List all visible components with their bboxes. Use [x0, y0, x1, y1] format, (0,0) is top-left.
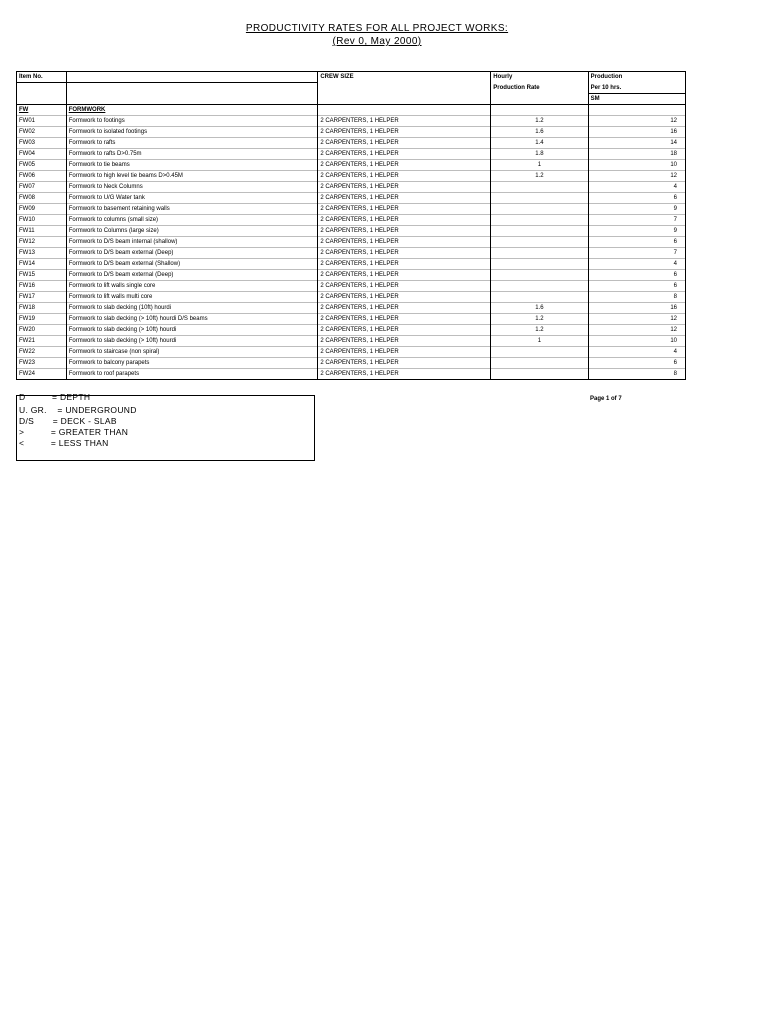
item-description: Formwork to U/G Water tank: [66, 192, 318, 203]
table-row: [17, 258, 686, 269]
table-row: [17, 137, 686, 148]
table-row: [17, 368, 686, 379]
item-description: Formwork to lift walls single core: [66, 280, 318, 291]
table-row: [17, 247, 686, 258]
productivity-table: [16, 71, 686, 380]
hourly-rate: 1.2: [491, 115, 588, 126]
crew-size: 2 CARPENTERS, 1 HELPER: [318, 115, 491, 126]
crew-size: 2 CARPENTERS, 1 HELPER: [318, 148, 491, 159]
item-code: FW12: [17, 236, 67, 247]
legend-less-than: < = LESS THAN: [19, 438, 109, 448]
production-per-10-hrs: 12: [588, 115, 685, 126]
production-per-10-hrs: 9: [588, 203, 685, 214]
production-per-10-hrs: 14: [588, 137, 685, 148]
hourly-rate: [491, 225, 588, 236]
item-description: Formwork to high level tie beams D>0.45M: [66, 170, 318, 181]
section-row: [17, 104, 686, 115]
item-description: Formwork to D/S beam internal (shallow): [66, 236, 318, 247]
production-per-10-hrs: 10: [588, 335, 685, 346]
header-unit: SM: [588, 93, 685, 104]
item-code: FW19: [17, 313, 67, 324]
table-row: [17, 335, 686, 346]
item-description: Formwork to slab decking (> 10ft) hourdi: [66, 335, 318, 346]
table-row: [17, 126, 686, 137]
item-description: Formwork to tie beams: [66, 159, 318, 170]
section-name: FORMWORK: [66, 104, 318, 115]
item-description: Formwork to rafts D>0.75m: [66, 148, 318, 159]
production-per-10-hrs: 18: [588, 148, 685, 159]
hourly-rate: [491, 346, 588, 357]
crew-size: 2 CARPENTERS, 1 HELPER: [318, 324, 491, 335]
hourly-rate: [491, 203, 588, 214]
production-per-10-hrs: 10: [588, 159, 685, 170]
hourly-rate: 1.2: [491, 324, 588, 335]
hourly-rate: [491, 280, 588, 291]
crew-size: 2 CARPENTERS, 1 HELPER: [318, 214, 491, 225]
crew-size: 2 CARPENTERS, 1 HELPER: [318, 225, 491, 236]
production-per-10-hrs: 12: [588, 313, 685, 324]
crew-size: 2 CARPENTERS, 1 HELPER: [318, 269, 491, 280]
table-row: [17, 225, 686, 236]
hourly-rate: 1.2: [491, 313, 588, 324]
item-description: Formwork to isolated footings: [66, 126, 318, 137]
item-code: FW13: [17, 247, 67, 258]
hourly-rate: [491, 368, 588, 379]
table-row: [17, 214, 686, 225]
table-row: [17, 192, 686, 203]
legend-underground: U. GR. = UNDERGROUND: [19, 405, 137, 415]
hourly-rate: 1.6: [491, 302, 588, 313]
hourly-rate: [491, 236, 588, 247]
table-row: [17, 357, 686, 368]
item-description: Formwork to Neck Columns: [66, 181, 318, 192]
production-per-10-hrs: 9: [588, 225, 685, 236]
item-code: FW08: [17, 192, 67, 203]
section-code: FW: [17, 104, 67, 115]
table-row: [17, 291, 686, 302]
item-description: Formwork to D/S beam external (Shallow): [66, 258, 318, 269]
document-title: PRODUCTIVITY RATES FOR ALL PROJECT WORKS:: [245, 23, 509, 34]
table-row: [17, 203, 686, 214]
hourly-rate: [491, 181, 588, 192]
document-revision: (Rev 0, May 2000): [332, 36, 422, 47]
item-code: FW21: [17, 335, 67, 346]
production-per-10-hrs: 7: [588, 247, 685, 258]
hourly-rate: [491, 214, 588, 225]
hourly-rate: [491, 258, 588, 269]
item-code: FW18: [17, 302, 67, 313]
hourly-rate: [491, 247, 588, 258]
crew-size: 2 CARPENTERS, 1 HELPER: [318, 280, 491, 291]
item-code: FW06: [17, 170, 67, 181]
abbreviation-legend: [16, 392, 315, 461]
header-description: [66, 72, 318, 83]
item-code: FW16: [17, 280, 67, 291]
item-description: Formwork to slab decking (> 10ft) hourdi D/S beams: [66, 313, 318, 324]
production-per-10-hrs: 4: [588, 346, 685, 357]
item-code: FW15: [17, 269, 67, 280]
hourly-rate: 1.8: [491, 148, 588, 159]
production-per-10-hrs: 6: [588, 236, 685, 247]
item-code: FW10: [17, 214, 67, 225]
table-row: [17, 181, 686, 192]
crew-size: 2 CARPENTERS, 1 HELPER: [318, 302, 491, 313]
production-per-10-hrs: 6: [588, 192, 685, 203]
production-per-10-hrs: 8: [588, 291, 685, 302]
item-description: Formwork to slab decking (10ft) hourdi: [66, 302, 318, 313]
item-code: FW22: [17, 346, 67, 357]
item-code: FW05: [17, 159, 67, 170]
production-per-10-hrs: 16: [588, 126, 685, 137]
header-row-3: [17, 93, 686, 104]
crew-size: 2 CARPENTERS, 1 HELPER: [318, 258, 491, 269]
item-description: Formwork to basement retaining walls: [66, 203, 318, 214]
item-code: FW20: [17, 324, 67, 335]
table-row: [17, 159, 686, 170]
item-description: Formwork to slab decking (> 10ft) hourdi: [66, 324, 318, 335]
legend-deck-slab: D/S = DECK - SLAB: [19, 416, 117, 426]
item-code: FW03: [17, 137, 67, 148]
header-item-no: Item No.: [17, 72, 67, 83]
table-row: [17, 346, 686, 357]
production-per-10-hrs: 4: [588, 181, 685, 192]
production-per-10-hrs: 12: [588, 170, 685, 181]
hourly-rate: 1.6: [491, 126, 588, 137]
item-description: Formwork to D/S beam external (Deep): [66, 269, 318, 280]
table-row: [17, 236, 686, 247]
item-description: Formwork to columns (small size): [66, 214, 318, 225]
crew-size: 2 CARPENTERS, 1 HELPER: [318, 357, 491, 368]
hourly-rate: 1.4: [491, 137, 588, 148]
hourly-rate: [491, 291, 588, 302]
table-row: [17, 115, 686, 126]
header-production: Production: [588, 72, 685, 83]
crew-size: 2 CARPENTERS, 1 HELPER: [318, 170, 491, 181]
table-row: [17, 324, 686, 335]
item-code: FW01: [17, 115, 67, 126]
hourly-rate: [491, 357, 588, 368]
crew-size: 2 CARPENTERS, 1 HELPER: [318, 159, 491, 170]
hourly-rate: 1: [491, 335, 588, 346]
crew-size: 2 CARPENTERS, 1 HELPER: [318, 247, 491, 258]
production-per-10-hrs: 8: [588, 368, 685, 379]
item-description: Formwork to balcony parapets: [66, 357, 318, 368]
header-per-10-hrs: Per 10 hrs.: [588, 83, 685, 94]
crew-size: 2 CARPENTERS, 1 HELPER: [318, 335, 491, 346]
item-description: Formwork to D/S beam external (Deep): [66, 247, 318, 258]
item-code: FW17: [17, 291, 67, 302]
item-code: FW11: [17, 225, 67, 236]
crew-size: 2 CARPENTERS, 1 HELPER: [318, 368, 491, 379]
production-per-10-hrs: 7: [588, 214, 685, 225]
header-production-rate: Production Rate: [491, 83, 588, 94]
header-row-2: [17, 83, 686, 94]
hourly-rate: [491, 269, 588, 280]
item-description: Formwork to staircase (non spiral): [66, 346, 318, 357]
production-per-10-hrs: 6: [588, 280, 685, 291]
table-row: [17, 148, 686, 159]
item-description: Formwork to footings: [66, 115, 318, 126]
production-per-10-hrs: 16: [588, 302, 685, 313]
item-code: FW09: [17, 203, 67, 214]
crew-size: 2 CARPENTERS, 1 HELPER: [318, 346, 491, 357]
legend-depth: D = DEPTH: [19, 392, 91, 402]
item-description: Formwork to Columns (large size): [66, 225, 318, 236]
crew-size: 2 CARPENTERS, 1 HELPER: [318, 203, 491, 214]
crew-size: 2 CARPENTERS, 1 HELPER: [318, 137, 491, 148]
crew-size: 2 CARPENTERS, 1 HELPER: [318, 192, 491, 203]
page-number: Page 1 of 7: [590, 396, 622, 402]
item-description: Formwork to roof parapets: [66, 368, 318, 379]
item-code: FW14: [17, 258, 67, 269]
crew-size: 2 CARPENTERS, 1 HELPER: [318, 126, 491, 137]
item-code: FW07: [17, 181, 67, 192]
item-code: FW24: [17, 368, 67, 379]
table-row: [17, 302, 686, 313]
item-code: FW02: [17, 126, 67, 137]
item-code: FW23: [17, 357, 67, 368]
crew-size: 2 CARPENTERS, 1 HELPER: [318, 236, 491, 247]
header-hourly: Hourly: [491, 72, 588, 83]
production-per-10-hrs: 12: [588, 324, 685, 335]
item-description: Formwork to rafts: [66, 137, 318, 148]
header-row-1: [17, 72, 686, 83]
table-row: [17, 170, 686, 181]
legend-greater-than: > = GREATER THAN: [19, 427, 129, 437]
item-code: FW04: [17, 148, 67, 159]
hourly-rate: 1: [491, 159, 588, 170]
table-row: [17, 269, 686, 280]
production-per-10-hrs: 4: [588, 258, 685, 269]
table-row: [17, 313, 686, 324]
table-row: [17, 280, 686, 291]
crew-size: 2 CARPENTERS, 1 HELPER: [318, 181, 491, 192]
header-crew-size: CREW SIZE: [318, 72, 491, 83]
hourly-rate: [491, 192, 588, 203]
item-description: Formwork to lift walls multi core: [66, 291, 318, 302]
hourly-rate: 1.2: [491, 170, 588, 181]
production-per-10-hrs: 6: [588, 357, 685, 368]
crew-size: 2 CARPENTERS, 1 HELPER: [318, 291, 491, 302]
production-per-10-hrs: 6: [588, 269, 685, 280]
crew-size: 2 CARPENTERS, 1 HELPER: [318, 313, 491, 324]
